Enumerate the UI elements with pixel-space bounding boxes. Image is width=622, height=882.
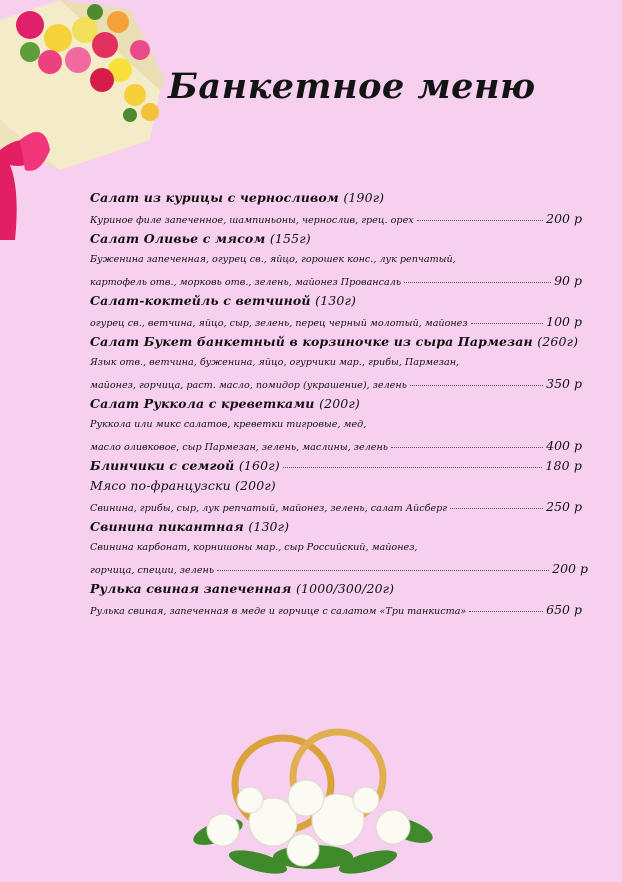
item-price: 90 р: [554, 273, 582, 288]
item-description: Куриное филе запеченное, шампиньоны, чернослив, грец. орех 200 р: [90, 208, 582, 229]
item-name: Свинина пикантная: [90, 519, 244, 534]
item-weight: (1000/300/20г): [296, 581, 395, 596]
wedding-rings-image: [188, 722, 438, 880]
item-title: [90, 332, 582, 352]
item-price: 200 р: [552, 561, 588, 576]
leader-dots: [417, 219, 543, 221]
menu-item: [90, 394, 582, 456]
leader-dots: [283, 466, 543, 468]
menu-item: [90, 456, 582, 476]
item-weight: (155г): [269, 231, 311, 246]
item-weight: (190г): [343, 190, 385, 205]
item-price: 400 р: [546, 438, 582, 453]
item-title: [90, 291, 582, 311]
leader-dots: [471, 322, 544, 324]
menu-item: [90, 291, 582, 332]
item-description: Свинина карбонат, корнишоны мар., сыр Российский, майонез,: [90, 542, 418, 553]
item-weight: (260г): [537, 334, 579, 349]
item-description: горчица, специи, зелень 200 р: [90, 558, 588, 579]
item-description: Руккола или микс салатов, креветки тигровые, мед,: [90, 419, 367, 430]
item-description: масло оливковое, сыр Пармезан, зелень, маслины, зелень 400 р: [90, 435, 582, 456]
menu-item: [90, 229, 582, 291]
item-name: Салат Букет банкетный в корзиночке из сыра Пармезан: [90, 334, 533, 349]
leader-dots: [469, 610, 543, 612]
item-weight: (160г): [238, 458, 280, 473]
item-price: 350 р: [546, 376, 582, 391]
item-name: Рулька свиная запеченная: [90, 581, 292, 596]
item-description: Свинина, грибы, сыр, лук репчатый, майонез, зелень, салат Айсберг 250 р: [90, 496, 582, 517]
item-description: Язык отв., ветчина, буженина, яйцо, огурчики мар., грибы, Пармезан,: [90, 357, 460, 368]
item-price: 200 р: [546, 211, 582, 226]
item-title: [90, 456, 582, 476]
item-weight: (130г): [248, 519, 290, 534]
leader-dots: [391, 446, 543, 448]
page-title: Банкетное меню: [168, 66, 536, 107]
item-title: [90, 579, 582, 599]
menu-item: [90, 332, 582, 394]
item-weight: (200г): [319, 396, 360, 411]
item-name: Мясо по-французски: [90, 478, 231, 493]
leader-dots: [450, 507, 543, 509]
item-description: картофель отв., морковь отв., зелень, майонез Провансаль 90 р: [90, 270, 582, 291]
leader-dots: [410, 384, 543, 386]
leader-dots: [404, 281, 551, 283]
item-name: Салат Оливье с мясом: [90, 231, 266, 246]
item-name: Салат из курицы с черносливом: [90, 190, 339, 205]
item-title: [90, 229, 582, 249]
item-name: Салат Руккола с креветками: [90, 396, 315, 411]
menu-item: [90, 517, 588, 579]
item-title: [90, 517, 582, 537]
item-description: Буженина запеченная, огурец св., яйцо, горошек конс., лук репчатый,: [90, 254, 456, 265]
item-weight: (200г): [234, 478, 276, 493]
menu-list: [90, 188, 588, 620]
item-name: Блинчики с семгой: [90, 458, 235, 473]
leader-dots: [217, 569, 549, 571]
menu-item: [90, 188, 582, 229]
item-description: огурец св., ветчина, яйцо, сыр, зелень, перец черный молотый, майонез 100 р: [90, 311, 582, 332]
item-description: майонез, горчица, раст. масло, помидор (украшение), зелень 350 р: [90, 373, 582, 394]
item-weight: (130г): [315, 293, 357, 308]
item-price: 650 р: [546, 602, 582, 617]
item-title: [90, 476, 582, 496]
menu-item: [90, 476, 582, 517]
item-description: Рулька свиная, запеченная в меде и горчице с салатом «Три танкиста» 650 р: [90, 599, 582, 620]
item-price: 180 р: [545, 458, 582, 473]
item-name: Салат-коктейль с ветчиной: [90, 293, 311, 308]
item-title: [90, 188, 582, 208]
menu-item: [90, 579, 582, 620]
item-price: 250 р: [546, 499, 582, 514]
item-title: [90, 394, 582, 414]
item-price: 100 р: [546, 314, 582, 329]
